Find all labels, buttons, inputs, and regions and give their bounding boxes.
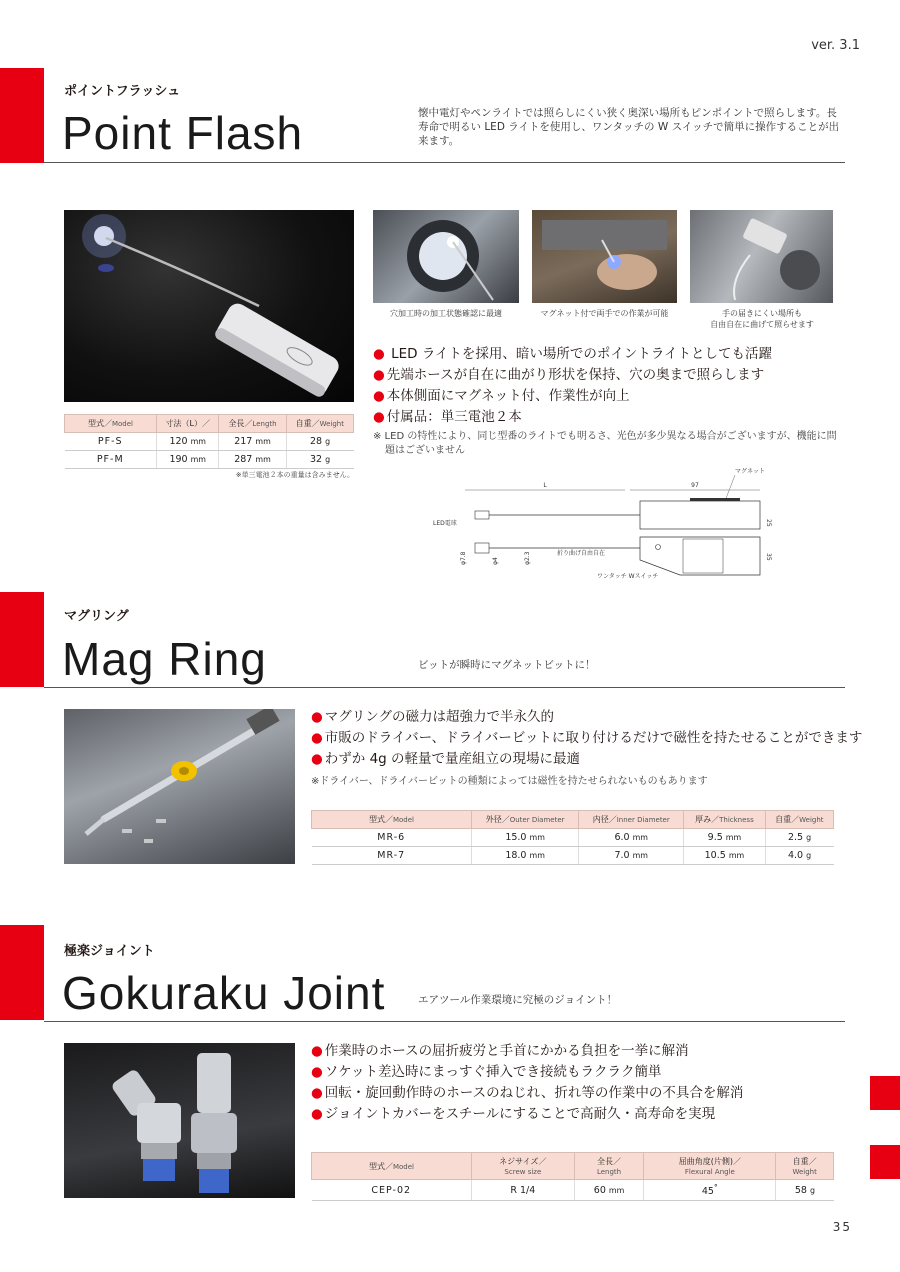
point-flash-bullets	[373, 344, 772, 428]
list-item: ● 先端ホースが自在に曲がり形状を保持、穴の奥まで照らします	[373, 367, 765, 383]
list-item: ● 市販のドライバー、ドライバービットに取り付けるだけで磁性を持たせることができます	[311, 730, 863, 746]
side-index-tab-1	[870, 1076, 900, 1110]
mag-ring-title-en: Mag Ring	[62, 633, 267, 685]
list-item: ● 付属品：単三電池２本	[373, 409, 522, 425]
table-row: PF-S 120 mm 217 mm 28 g	[65, 433, 354, 451]
section-marker-gokuraku	[0, 925, 44, 1020]
table-row: MR-6 15.0 mm 6.0 mm 9.5 mm 2.5 g	[312, 829, 834, 847]
mag-ring-spec-table: 型式／Model 外径／Outer Diameter 内径／Inner Diameter 厚み／Thickness 自重／Weight MR-6 15.0 mm 6.0 mm 9.5 mm 2.5 g MR-7 18.0 mm 7.0 mm 10.5 mm 4.0 g	[311, 810, 834, 865]
point-flash-rule	[44, 162, 845, 163]
list-item: ● マグリングの磁力は超強力で半永久的	[311, 709, 555, 725]
gokuraku-bullets	[311, 1041, 743, 1125]
list-item: ● わずか 4g の軽量で量産組立の現場に最適	[311, 751, 581, 767]
gokuraku-spec-table: 型式／Model ネジサイズ／ Screw size 全長／ Length 屈曲角度(片側)／ Flexural Angle 自重／ Weight CEP-02 R 1/4 60 mm 45° 58 g	[311, 1152, 834, 1201]
usage-photo-drill-hole	[373, 210, 519, 303]
label-led: LED電球	[433, 520, 457, 527]
mag-ring-title-jp: マグリング	[64, 609, 129, 624]
point-flash-product-photo	[64, 210, 354, 402]
label-bend: 折り曲げ自由自在	[557, 550, 606, 557]
gokuraku-rule	[44, 1021, 845, 1022]
point-flash-table-footnote: ※単三電池２本の重量は含みません。	[235, 471, 354, 479]
dim-label-phi2: φ4	[492, 557, 499, 565]
list-item: ● 回転・旋回動作時のホースのねじれ、折れ等の作業中の不具合を解消	[311, 1085, 744, 1101]
point-flash-drawing	[425, 465, 775, 590]
table-row: PF-M 190 mm 287 mm 32 g	[65, 451, 354, 469]
page-number: 35	[832, 1220, 852, 1234]
label-magnet: マグネット	[735, 468, 765, 475]
gokuraku-product-photo	[64, 1043, 295, 1198]
dim-label-35: 35	[765, 553, 772, 561]
mag-ring-rule	[44, 687, 845, 688]
dim-label-phi3: φ2.3	[524, 551, 531, 565]
mag-ring-description: ビットが瞬時にマグネットビットに！	[418, 659, 596, 671]
point-flash-spec-table: 型式／Model 寸法（L）／ 全長／Length 自重／Weight PF-S 120 mm 217 mm 28 g PF-M 190 mm 287 mm 32 g	[64, 414, 354, 469]
mag-ring-product-photo	[64, 709, 295, 864]
section-marker-mag-ring	[0, 592, 44, 687]
mag-ring-bullets	[311, 707, 862, 770]
list-item: ● ジョイントカバーをスチールにすることで高耐久・高寿命を実現	[311, 1106, 716, 1122]
usage-caption-1: 穴加工時の加工状態確認に最適	[390, 309, 502, 318]
dim-label-L: L	[543, 482, 547, 489]
dim-label-25: 25	[765, 519, 772, 527]
list-item: ● ソケット差込時にまっすぐ挿入でき接続もラクラク簡単	[311, 1064, 662, 1080]
label-switch: ワンタッチ Wスイッチ	[597, 573, 659, 580]
point-flash-title-en: Point Flash	[62, 107, 304, 159]
usage-caption-2: マグネット付で両手での作業が可能	[540, 309, 669, 318]
list-item: ● 作業時のホースの屈折疲労と手首にかかる負担を一挙に解消	[311, 1043, 689, 1059]
usage-photo-engine	[690, 210, 833, 303]
point-flash-description: 懐中電灯やペンライトでは照らしにくい狭く奥深い場所もピンポイントで照らします。長寿命で明るい LED ライトを使用し、ワンタッチの W スイッチで簡単に操作することが出来ます。	[418, 107, 840, 147]
gokuraku-title-jp: 極楽ジョイント	[64, 944, 155, 959]
table-row: MR-7 18.0 mm 7.0 mm 10.5 mm 4.0 g	[312, 847, 834, 865]
point-flash-title-jp: ポイントフラッシュ	[64, 84, 181, 99]
gokuraku-description: エアツール作業環境に究極のジョイント！	[418, 994, 618, 1006]
list-item: ● LED ライトを採用、暗い場所でのポイントライトとしても活躍	[373, 346, 773, 362]
mag-ring-note: ※ドライバー、ドライバービットの種類によっては磁性を持たせられないものもあります	[311, 776, 708, 787]
dim-label-97: 97	[691, 482, 699, 489]
section-marker-point-flash	[0, 68, 44, 163]
usage-photo-magnet	[532, 210, 677, 303]
side-index-tab-2	[870, 1145, 900, 1179]
usage-caption-3: 手の届きにくい場所も 自由自在に曲げて照らせます	[710, 309, 814, 329]
version-label: ver. 3.1	[811, 38, 860, 53]
list-item: ● 本体側面にマグネット付、作業性が向上	[373, 388, 630, 404]
dim-label-phi1: φ7.8	[460, 551, 467, 565]
gokuraku-title-en: Gokuraku Joint	[62, 967, 386, 1019]
table-row: CEP-02 R 1/4 60 mm 45° 58 g	[312, 1180, 834, 1201]
point-flash-note: ※ LED の特性により、同じ型番のライトでも明るさ、光色が多少異なる場合がございますが、機能に問題はございません	[373, 431, 837, 456]
